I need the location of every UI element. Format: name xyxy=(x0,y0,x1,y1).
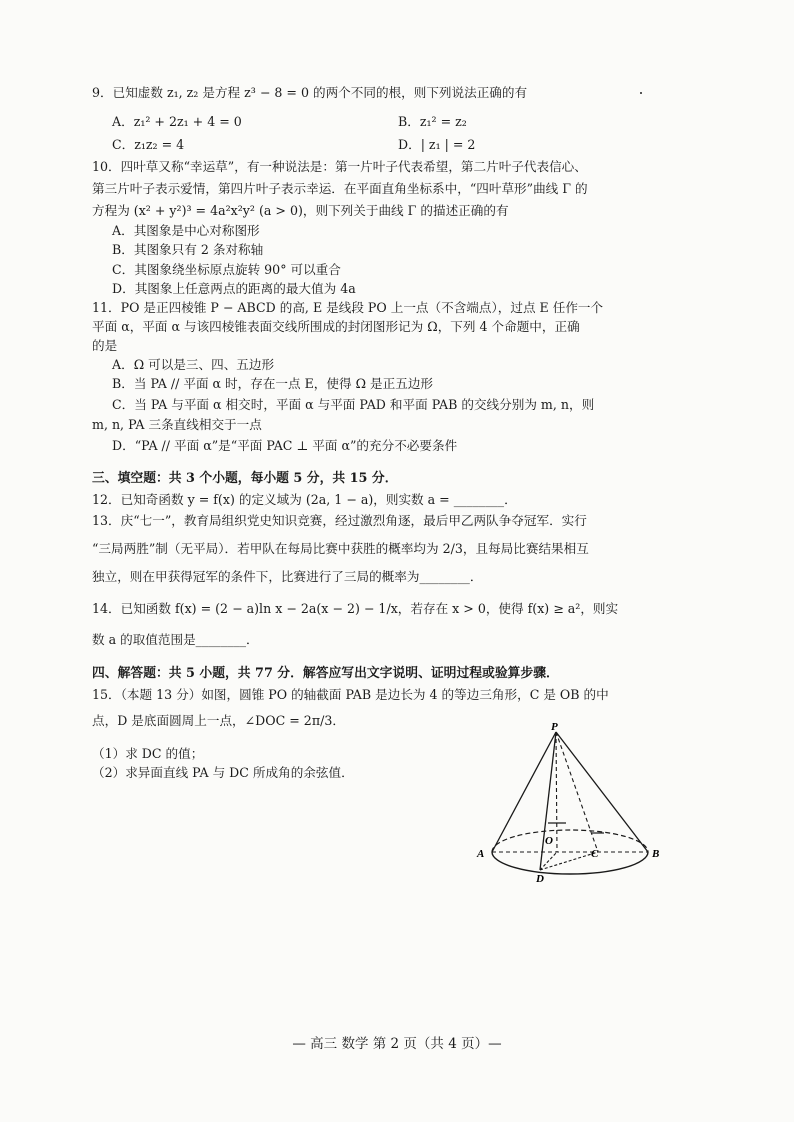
q11-option-c-cont: m, n, PA 三条直线相交于一点 xyxy=(92,417,262,432)
q15-part-1: （1）求 DC 的值； xyxy=(92,746,204,761)
label-b: B xyxy=(652,848,660,860)
q9-option-c: C．z₁z₂ = 4 xyxy=(112,137,185,152)
q13-line-1: 13．庆“七一”，教育局组织党史知识竞赛，经过激烈角逐，最后甲乙两队争夺冠军．实行 xyxy=(92,513,587,528)
q10-option-d: D．其图象上任意两点的距离的最大值为 4a xyxy=(112,281,356,296)
edge-pa xyxy=(492,732,556,852)
q10-option-a: A．其图象是中心对称图形 xyxy=(112,223,260,238)
q10-option-c: C．其图象绕坐标原点旋转 90° 可以重合 xyxy=(112,262,341,277)
edge-pb xyxy=(556,732,648,852)
q15-part-2: （2）求异面直线 PA 与 DC 所成角的余弦值． xyxy=(92,765,354,780)
q12-text: 12．已知奇函数 y = f(x) 的定义域为 (2a, 1 − a)，则实数 a = ________． xyxy=(92,492,517,507)
base-back-arc xyxy=(492,830,648,852)
q11-option-b: B．当 PA // 平面 α 时，存在一点 E，使得 Ω 是正五边形 xyxy=(112,376,434,391)
q14-line-2: 数 a 的取值范围是________． xyxy=(92,632,259,647)
q13-line-2: “三局两胜”制（无平局）．若甲队在每局比赛中获胜的概率均为 2/3，且每局比赛结果相互 xyxy=(92,541,589,556)
q15-line-2: 点，D 是底面圆周上一点，∠DOC = 2π/3． xyxy=(92,713,345,728)
scan-speck xyxy=(640,92,642,94)
q15-line-1: 15．（本题 13 分）如图，圆锥 PO 的轴截面 PAB 是边长为 4 的等边三角形，C 是 OB 的中 xyxy=(92,687,609,702)
q9-option-a: A．z₁² + 2z₁ + 4 = 0 xyxy=(112,114,242,129)
q9-option-b: B．z₁² = z₂ xyxy=(398,114,467,129)
segment-pc xyxy=(556,732,598,852)
q11-option-a: A．Ω 可以是三、四、五边形 xyxy=(112,357,275,372)
page-footer: — 高三 数学 第 2 页（共 4 页）— xyxy=(292,1036,502,1052)
label-c: C xyxy=(591,848,599,860)
q11-line-2: 平面 α，平面 α 与该四棱锥表面交线所围成的封闭图形记为 Ω，下列 4 个命题中，正确 xyxy=(92,319,580,334)
label-p: P xyxy=(551,721,558,733)
label-a: A xyxy=(477,848,485,860)
q11-line-3: 的是 xyxy=(92,338,118,353)
cone-figure xyxy=(460,720,660,890)
q13-line-3: 独立，则在甲获得冠军的条件下，比赛进行了三局的概率为________． xyxy=(92,569,483,584)
section-4-heading: 四、解答题：共 5 小题，共 77 分．解答应写出文字说明、证明过程或验算步骤． xyxy=(92,666,559,681)
q11-option-c: C．当 PA 与平面 α 相交时，平面 α 与平面 PAD 和平面 PAB 的交线分别为 m, n，则 xyxy=(112,397,595,412)
q10-line-1: 10．四叶草又称“幸运草”，有一种说法是：第一片叶子代表希望，第二片叶子代表信心、 xyxy=(92,159,587,174)
q9-stem: 9．已知虚数 z₁, z₂ 是方程 z³ − 8 = 0 的两个不同的根，则下列说法正确的有 xyxy=(92,85,528,100)
q10-line-3: 方程为 (x² + y²)³ = 4a²x²y² (a > 0)，则下列关于曲线 Γ 的描述正确的有 xyxy=(92,203,509,218)
edge-pd xyxy=(540,732,556,870)
segment-do xyxy=(540,852,557,870)
q14-line-1: 14．已知函数 f(x) = (2 − a)ln x − 2a(x − 2) − 1/x，若存在 x > 0，使得 f(x) ≥ a²，则实 xyxy=(92,601,619,616)
q10-line-2: 第三片叶子表示爱情，第四片叶子表示幸运．在平面直角坐标系中，“四叶草形”曲线 Γ 的 xyxy=(92,181,588,196)
q9-option-d: D．| z₁ | = 2 xyxy=(398,137,476,152)
section-3-heading: 三、填空题：共 3 个小题，每小题 5 分，共 15 分． xyxy=(92,471,398,486)
q11-line-1: 11．PO 是正四棱锥 P − ABCD 的高, E 是线段 PO 上一点（不含端点），过点 E 任作一个 xyxy=(92,300,604,315)
base-front-arc xyxy=(492,852,648,874)
q11-option-d: D．“PA // 平面 α”是“平面 PAC ⊥ 平面 α”的充分不必要条件 xyxy=(112,438,458,453)
label-o: O xyxy=(545,835,553,847)
label-d: D xyxy=(536,873,544,885)
axis-po xyxy=(556,732,557,852)
q10-option-b: B．其图象只有 2 条对称轴 xyxy=(112,242,264,257)
